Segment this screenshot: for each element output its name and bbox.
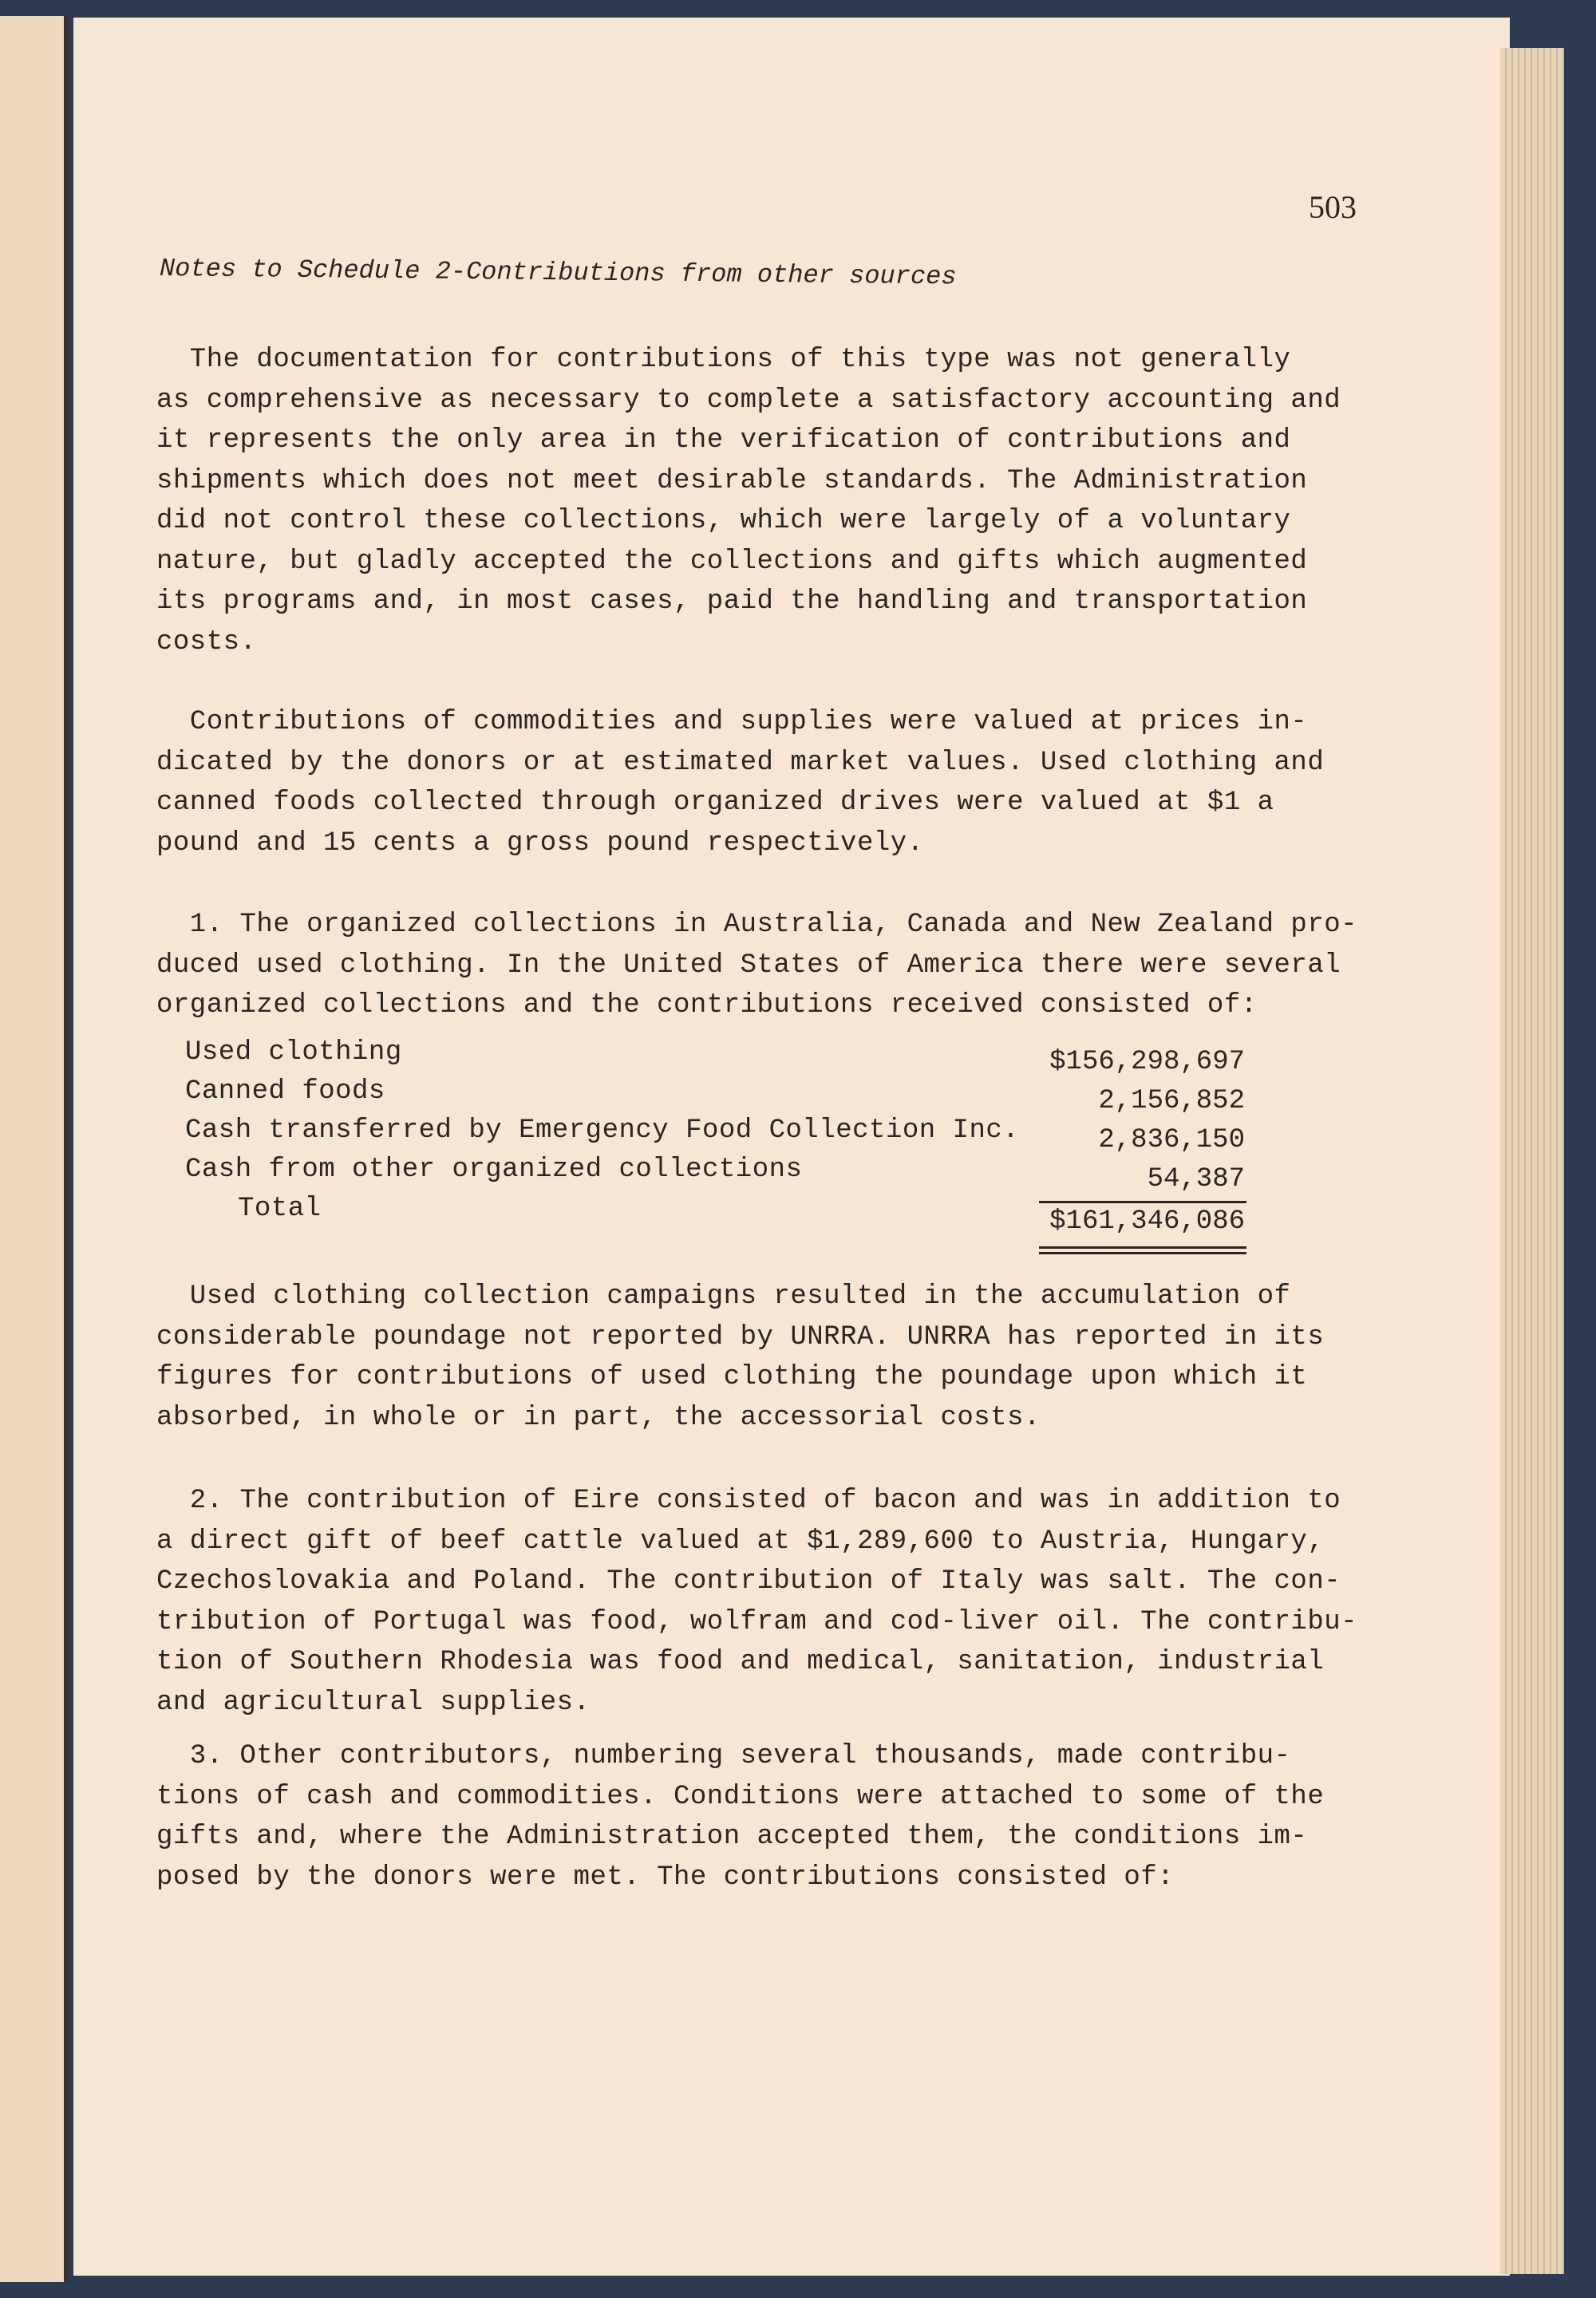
page-number: 503 bbox=[1309, 189, 1357, 225]
paragraph-1-line: shipments which does not meet desirable standards. The Administration bbox=[156, 465, 1308, 496]
paragraph-2-line: pound and 15 cents a gross pound respectively. bbox=[156, 827, 924, 859]
total-amount: $161,346,086 bbox=[1049, 1206, 1245, 1237]
paragraph-6-line: gifts and, where the Administration accepted them, the conditions im- bbox=[156, 1822, 1308, 1852]
total-label: Total bbox=[238, 1194, 322, 1224]
subtotal-rule bbox=[1039, 1201, 1246, 1203]
paragraph-6-line: tions of cash and commodities. Conditions were attached to some of the bbox=[156, 1781, 1325, 1812]
paragraph-1-line: it represents the only area in the verification of contributions and bbox=[156, 425, 1291, 456]
paragraph-5-line: a direct gift of beef cattle valued at $1,289,600 to Austria, Hungary, bbox=[156, 1526, 1325, 1557]
page-edges bbox=[1500, 48, 1564, 2274]
paragraph-5-line: tribution of Portugal was food, wolfram and cod-liver oil. The contribu- bbox=[156, 1606, 1358, 1637]
paragraph-4-line: Used clothing collection campaigns resulted in the accumulation of bbox=[156, 1281, 1291, 1312]
table-row-amount: $156,298,697 bbox=[1049, 1047, 1245, 1077]
paragraph-5-line: Czechoslovakia and Poland. The contribution of Italy was salt. The con- bbox=[156, 1566, 1341, 1597]
paragraph-4-line: absorbed, in whole or in part, the accessorial costs. bbox=[156, 1402, 1041, 1433]
paragraph-5-line: tion of Southern Rhodesia was food and medical, sanitation, industrial bbox=[156, 1647, 1325, 1677]
paragraph-4-line: considerable poundage not reported by UNRRA. UNRRA has reported in its bbox=[156, 1321, 1325, 1352]
table-row-label: Canned foods bbox=[185, 1076, 385, 1107]
paragraph-4-line: figures for contributions of used clothing the poundage upon which it bbox=[156, 1362, 1308, 1392]
paragraph-1-line: its programs and, in most cases, paid the handling and transportation bbox=[156, 586, 1308, 617]
table-row-label: Cash from other organized collections bbox=[185, 1155, 803, 1185]
paragraph-2-line: Contributions of commodities and supplies were valued at prices in- bbox=[156, 707, 1308, 737]
paragraph-3-line: 1. The organized collections in Australia, Canada and New Zealand pro- bbox=[156, 910, 1358, 940]
table-row-amount: 54,387 bbox=[1147, 1164, 1245, 1194]
paragraph-1-line: as comprehensive as necessary to complete a satisfactory accounting and bbox=[156, 385, 1341, 416]
paragraph-3-line: organized collections and the contributions received consisted of: bbox=[156, 990, 1258, 1021]
paragraph-2-line: canned foods collected through organized drives were valued at $1 a bbox=[156, 788, 1274, 818]
table-row-label: Cash transferred by Emergency Food Collection Inc. bbox=[185, 1115, 1020, 1146]
total-double-rule-2 bbox=[1039, 1252, 1246, 1254]
paragraph-1-line: did not control these collections, which were largely of a voluntary bbox=[156, 506, 1291, 536]
paragraph-1-line: The documentation for contributions of this type was not generally bbox=[156, 345, 1291, 375]
left-page-edge bbox=[0, 16, 69, 2282]
section-heading: Notes to Schedule 2-Contributions from other sources bbox=[159, 254, 957, 292]
paragraph-6-line: posed by the donors were met. The contributions consisted of: bbox=[156, 1862, 1175, 1893]
paragraph-3-line: duced used clothing. In the United States of America there were several bbox=[156, 950, 1341, 981]
paragraph-1-line: costs. bbox=[156, 626, 257, 657]
paragraph-1-line: nature, but gladly accepted the collections and gifts which augmented bbox=[156, 546, 1308, 577]
table-row-amount: 2,156,852 bbox=[1098, 1086, 1245, 1116]
paragraph-2-line: dicated by the donors or at estimated market values. Used clothing and bbox=[156, 747, 1325, 778]
table-row-label: Used clothing bbox=[185, 1037, 402, 1068]
table-row-amount: 2,836,150 bbox=[1098, 1125, 1245, 1155]
paragraph-6-line: 3. Other contributors, numbering several thousands, made contribu- bbox=[156, 1741, 1291, 1771]
paragraph-5-line: and agricultural supplies. bbox=[156, 1687, 591, 1718]
paragraph-5-line: 2. The contribution of Eire consisted of bacon and was in addition to bbox=[156, 1486, 1341, 1516]
total-double-rule-1 bbox=[1039, 1246, 1246, 1249]
